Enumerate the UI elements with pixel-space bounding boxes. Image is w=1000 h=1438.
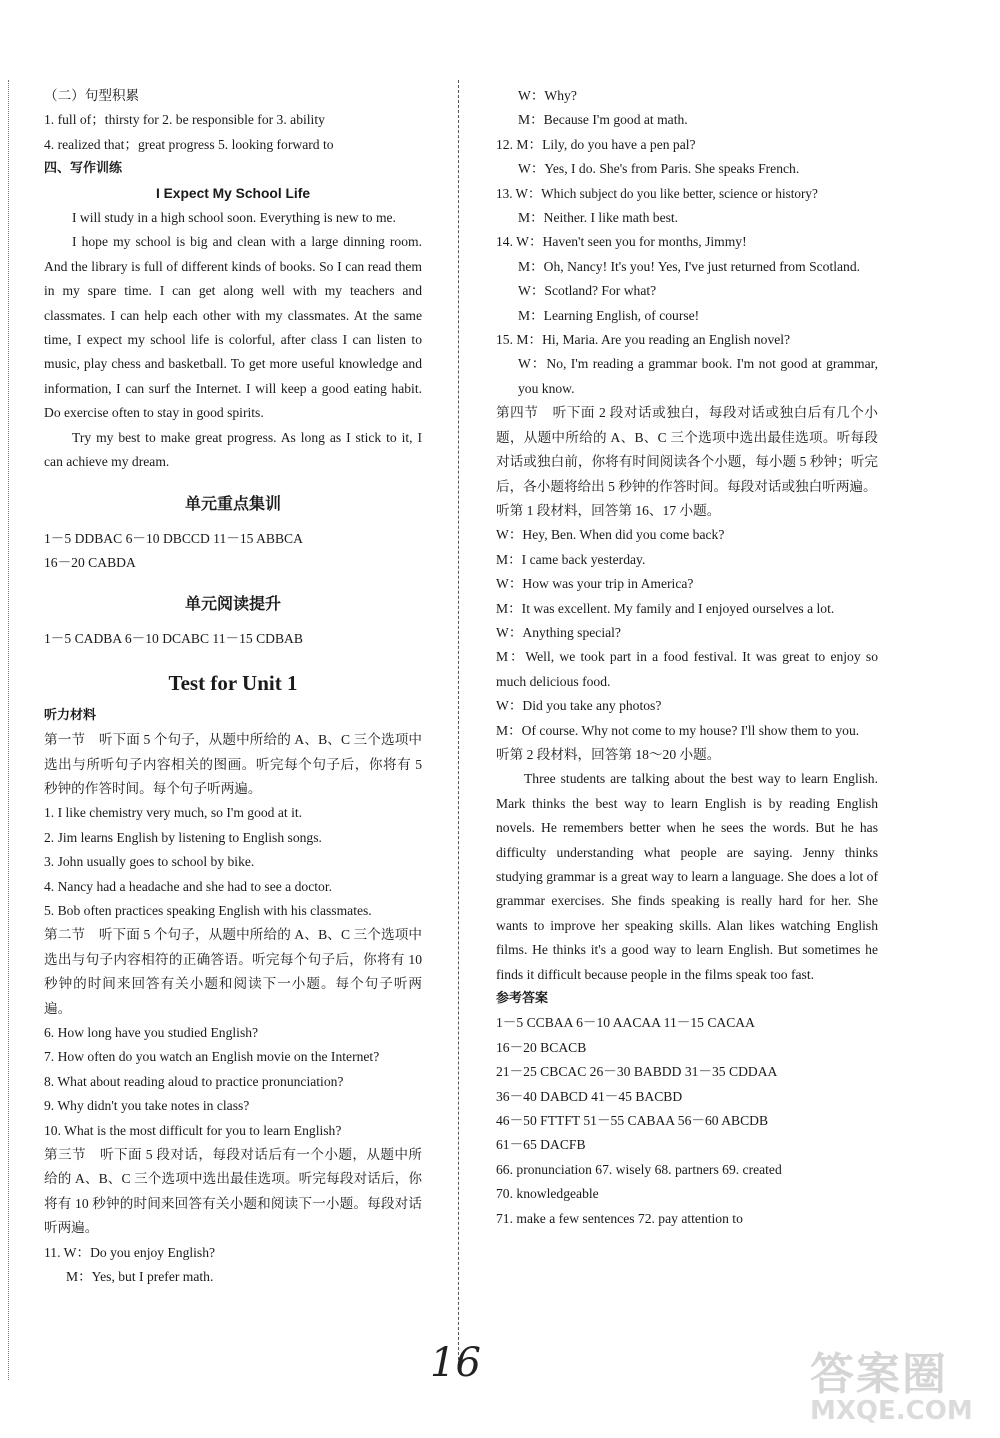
- dialogue-13-w: 13. W：Which subject do you like better, science or history?: [496, 185, 818, 201]
- answers-heading: 参考答案: [496, 991, 549, 1007]
- answer-line-3: 21－25 CBCAC 26－30 BABDD 31－35 CDDAA: [496, 1064, 778, 1080]
- part-c-intro: 第三节 听下面 5 段对话，每段对话后有一个小题，从题中所给的 A、B、C 三个选项中选出最佳选项。听完每段对话后，你将有 10 秒钟的时间来回答有关小题和阅读下一小题。每段对话听两遍。: [44, 1147, 422, 1236]
- dialogue-11-m2: M：Because I'm good at math.: [518, 112, 688, 128]
- part-a-item-1: 1. I like chemistry very much, so I'm good at it.: [44, 805, 303, 821]
- dialogue-14-w: 14. W：Haven't seen you for months, Jimmy!: [496, 234, 747, 250]
- answer-line-7: 66. pronunciation 67. wisely 68. partners 69. created: [496, 1161, 782, 1177]
- part-a-intro: 第一节 听下面 5 个句子，从题中所给的 A、B、C 三个选项中选出与所听句子内容相关的图画。听完每个句子后，你将有 5 秒钟的作答时间。每个句子听两遍。: [44, 732, 422, 796]
- test-title: Test for Unit 1: [168, 670, 298, 695]
- essay-paragraph-3: Try my best to make great progress. As long as I stick to it, I can achieve my dream.: [44, 429, 422, 470]
- listening-heading: 听力材料: [44, 707, 97, 723]
- binding-margin-line: [8, 80, 9, 1380]
- dialogue-11-w: 11. W：Do you enjoy English?: [44, 1244, 216, 1260]
- dialogue-12-m: 12. M：Lily, do you have a pen pal?: [496, 136, 696, 152]
- left-column: [44, 84, 422, 1289]
- answer-line-1: 1－5 CCBAA 6－10 AACAA 11－15 CACAA: [496, 1015, 755, 1031]
- reading-answers-1: 1－5 CADBA 6－10 DCABC 11－15 CDBAB: [44, 631, 303, 647]
- dialogue-14-m: M：Oh, Nancy! It's you! Yes, I've just returned from Scotland.: [518, 258, 861, 274]
- dialogue-11-w2: W：Why?: [518, 88, 577, 103]
- dialogue-15-w: W：No, I'm reading a grammar book. I'm not good at grammar, you know.: [518, 356, 878, 396]
- part4-title: 四、写作训练: [44, 161, 123, 177]
- part-b-item-8: 8. What about reading aloud to practice pronunciation?: [44, 1073, 344, 1089]
- dialogue-11-m: M：Yes, but I prefer math.: [66, 1269, 214, 1285]
- page-number: 16: [430, 1340, 481, 1386]
- section-title-unit-training: 单元重点集训: [184, 493, 281, 513]
- part2-line-1: 1. full of；thirsty for 2. be responsible for 3. ability: [44, 112, 325, 128]
- essay-title: I Expect My School Life: [155, 185, 311, 201]
- part-b-item-9: 9. Why didn't you take notes in class?: [44, 1098, 250, 1114]
- essay-paragraph-1: I will study in a high school soon. Everything is new to me.: [72, 210, 396, 226]
- part-b-item-7: 7. How often do you watch an English movie on the Internet?: [44, 1049, 380, 1065]
- answer-line-8: 70. knowledgeable: [496, 1186, 599, 1202]
- part-b-item-6: 6. How long have you studied English?: [44, 1025, 259, 1040]
- column-divider: [458, 80, 459, 1370]
- part-a-item-4: 4. Nancy had a headache and she had to see a doctor.: [44, 878, 332, 894]
- material-1-heading: 听第 1 段材料，回答第 16、17 小题。: [496, 502, 721, 518]
- answer-line-5: 46－50 FTTFT 51－55 CABAA 56－60 ABCDB: [496, 1113, 769, 1129]
- part-b-intro: 第二节 听下面 5 个句子，从题中所给的 A、B、C 三个选项中选出与句子内容相符的正确答语。听完每个句子后，你将有 10 秒钟的时间来回答有关小题和阅读下一小题。每个句子听两遍。: [44, 927, 422, 1016]
- material-2-heading: 听第 2 段材料，回答第 18～20 小题。: [496, 746, 721, 762]
- dialogue-15-m: 15. M：Hi, Maria. Are you reading an English novel?: [496, 332, 791, 348]
- dialogue-12-w: W：Yes, I do. She's from Paris. She speaks French.: [518, 161, 800, 177]
- part-a-item-5: 5. Bob often practices speaking English with his classmates.: [44, 902, 372, 918]
- monologue-text: Three students are talking about the best way to learn English. Mark thinks the best way to learn English is by reading English novels. He remembers better when he sees the words. But he has difficulty understanding what people are saying. Jenny thinks studying grammar is a great way to learn a language. She does a lot of grammar exercises. She finds speaking is really hard for her. She wants to improve her speaking skills. Alan likes watching English films. He thinks it's a good way to learn English. But sometimes he finds it difficult because people in the films speak too fast.: [496, 771, 878, 982]
- essay-paragraph-2: I hope my school is big and clean with a large dinning room. And the library is full of different kinds of books. So I can read them in my spare time. I can get along well with my teachers and classmates. I can help each other with my classmates. At the same time, I expect my school life is colorful, after class I can listen to music, play chess and basketball. To get more useful knowledge and information, I can surf the Internet. I will keep a good eating habit. Do exercise often to stay in good spirits.: [44, 234, 422, 421]
- right-column: [496, 84, 878, 1231]
- conversation-line: M：Of course. Why not come to my house? I'll show them to you.: [496, 722, 860, 738]
- watermark-logo: 答案圈: [810, 1349, 948, 1400]
- conversation-line: W：Hey, Ben. When did you come back?: [496, 527, 725, 543]
- watermark: [800, 1338, 990, 1433]
- part-b-item-10: 10. What is the most difficult for you to learn English?: [44, 1122, 342, 1138]
- conversation-line: M：I came back yesterday.: [496, 551, 646, 567]
- part2-line-2: 4. realized that；great progress 5. looking forward to: [44, 136, 334, 152]
- conversation-line: M：It was excellent. My family and I enjoyed ourselves a lot.: [496, 600, 835, 616]
- dialogue-13-m: M：Neither. I like math best.: [518, 210, 679, 226]
- answer-line-6: 61－65 DACFB: [496, 1137, 586, 1153]
- answer-line-4: 36－40 DABCD 41－45 BACBD: [496, 1088, 683, 1104]
- conversation-line: W：Did you take any photos?: [496, 698, 662, 714]
- section-title-reading: 单元阅读提升: [184, 594, 281, 614]
- part-a-item-3: 3. John usually goes to school by bike.: [44, 854, 255, 870]
- answer-line-9: 71. make a few sentences 72. pay attention to: [496, 1210, 743, 1226]
- unit-training-answers-2: 16－20 CABDA: [44, 554, 136, 570]
- part2-title: （二）句型积累: [44, 88, 140, 103]
- dialogue-14-w2: W：Scotland? For what?: [518, 283, 657, 299]
- answer-line-2: 16－20 BCACB: [496, 1039, 587, 1055]
- conversation-line: W：How was your trip in America?: [496, 576, 694, 592]
- watermark-url: MXQE.COM: [810, 1396, 973, 1426]
- dialogue-14-m2: M：Learning English, of course!: [518, 307, 700, 323]
- part-d-intro: 第四节 听下面 2 段对话或独白，每段对话或独白后有几个小题，从题中所给的 A、B、C 三个选项中选出最佳选项。听每段对话或独白前，你将有时间阅读各个小题，每小题 5 秒钟；听完后，各小题将给出 5 秒钟的作答时间。每段对话或独白听两遍。: [496, 405, 878, 494]
- conversation-line: M：Well, we took part in a food festival. It was great to enjoy so much delicious food.: [496, 649, 878, 689]
- part-a-item-2: 2. Jim learns English by listening to English songs.: [44, 829, 322, 845]
- unit-training-answers-1: 1－5 DDBAC 6－10 DBCCD 11－15 ABBCA: [44, 530, 303, 546]
- conversation-line: W：Anything special?: [496, 624, 621, 640]
